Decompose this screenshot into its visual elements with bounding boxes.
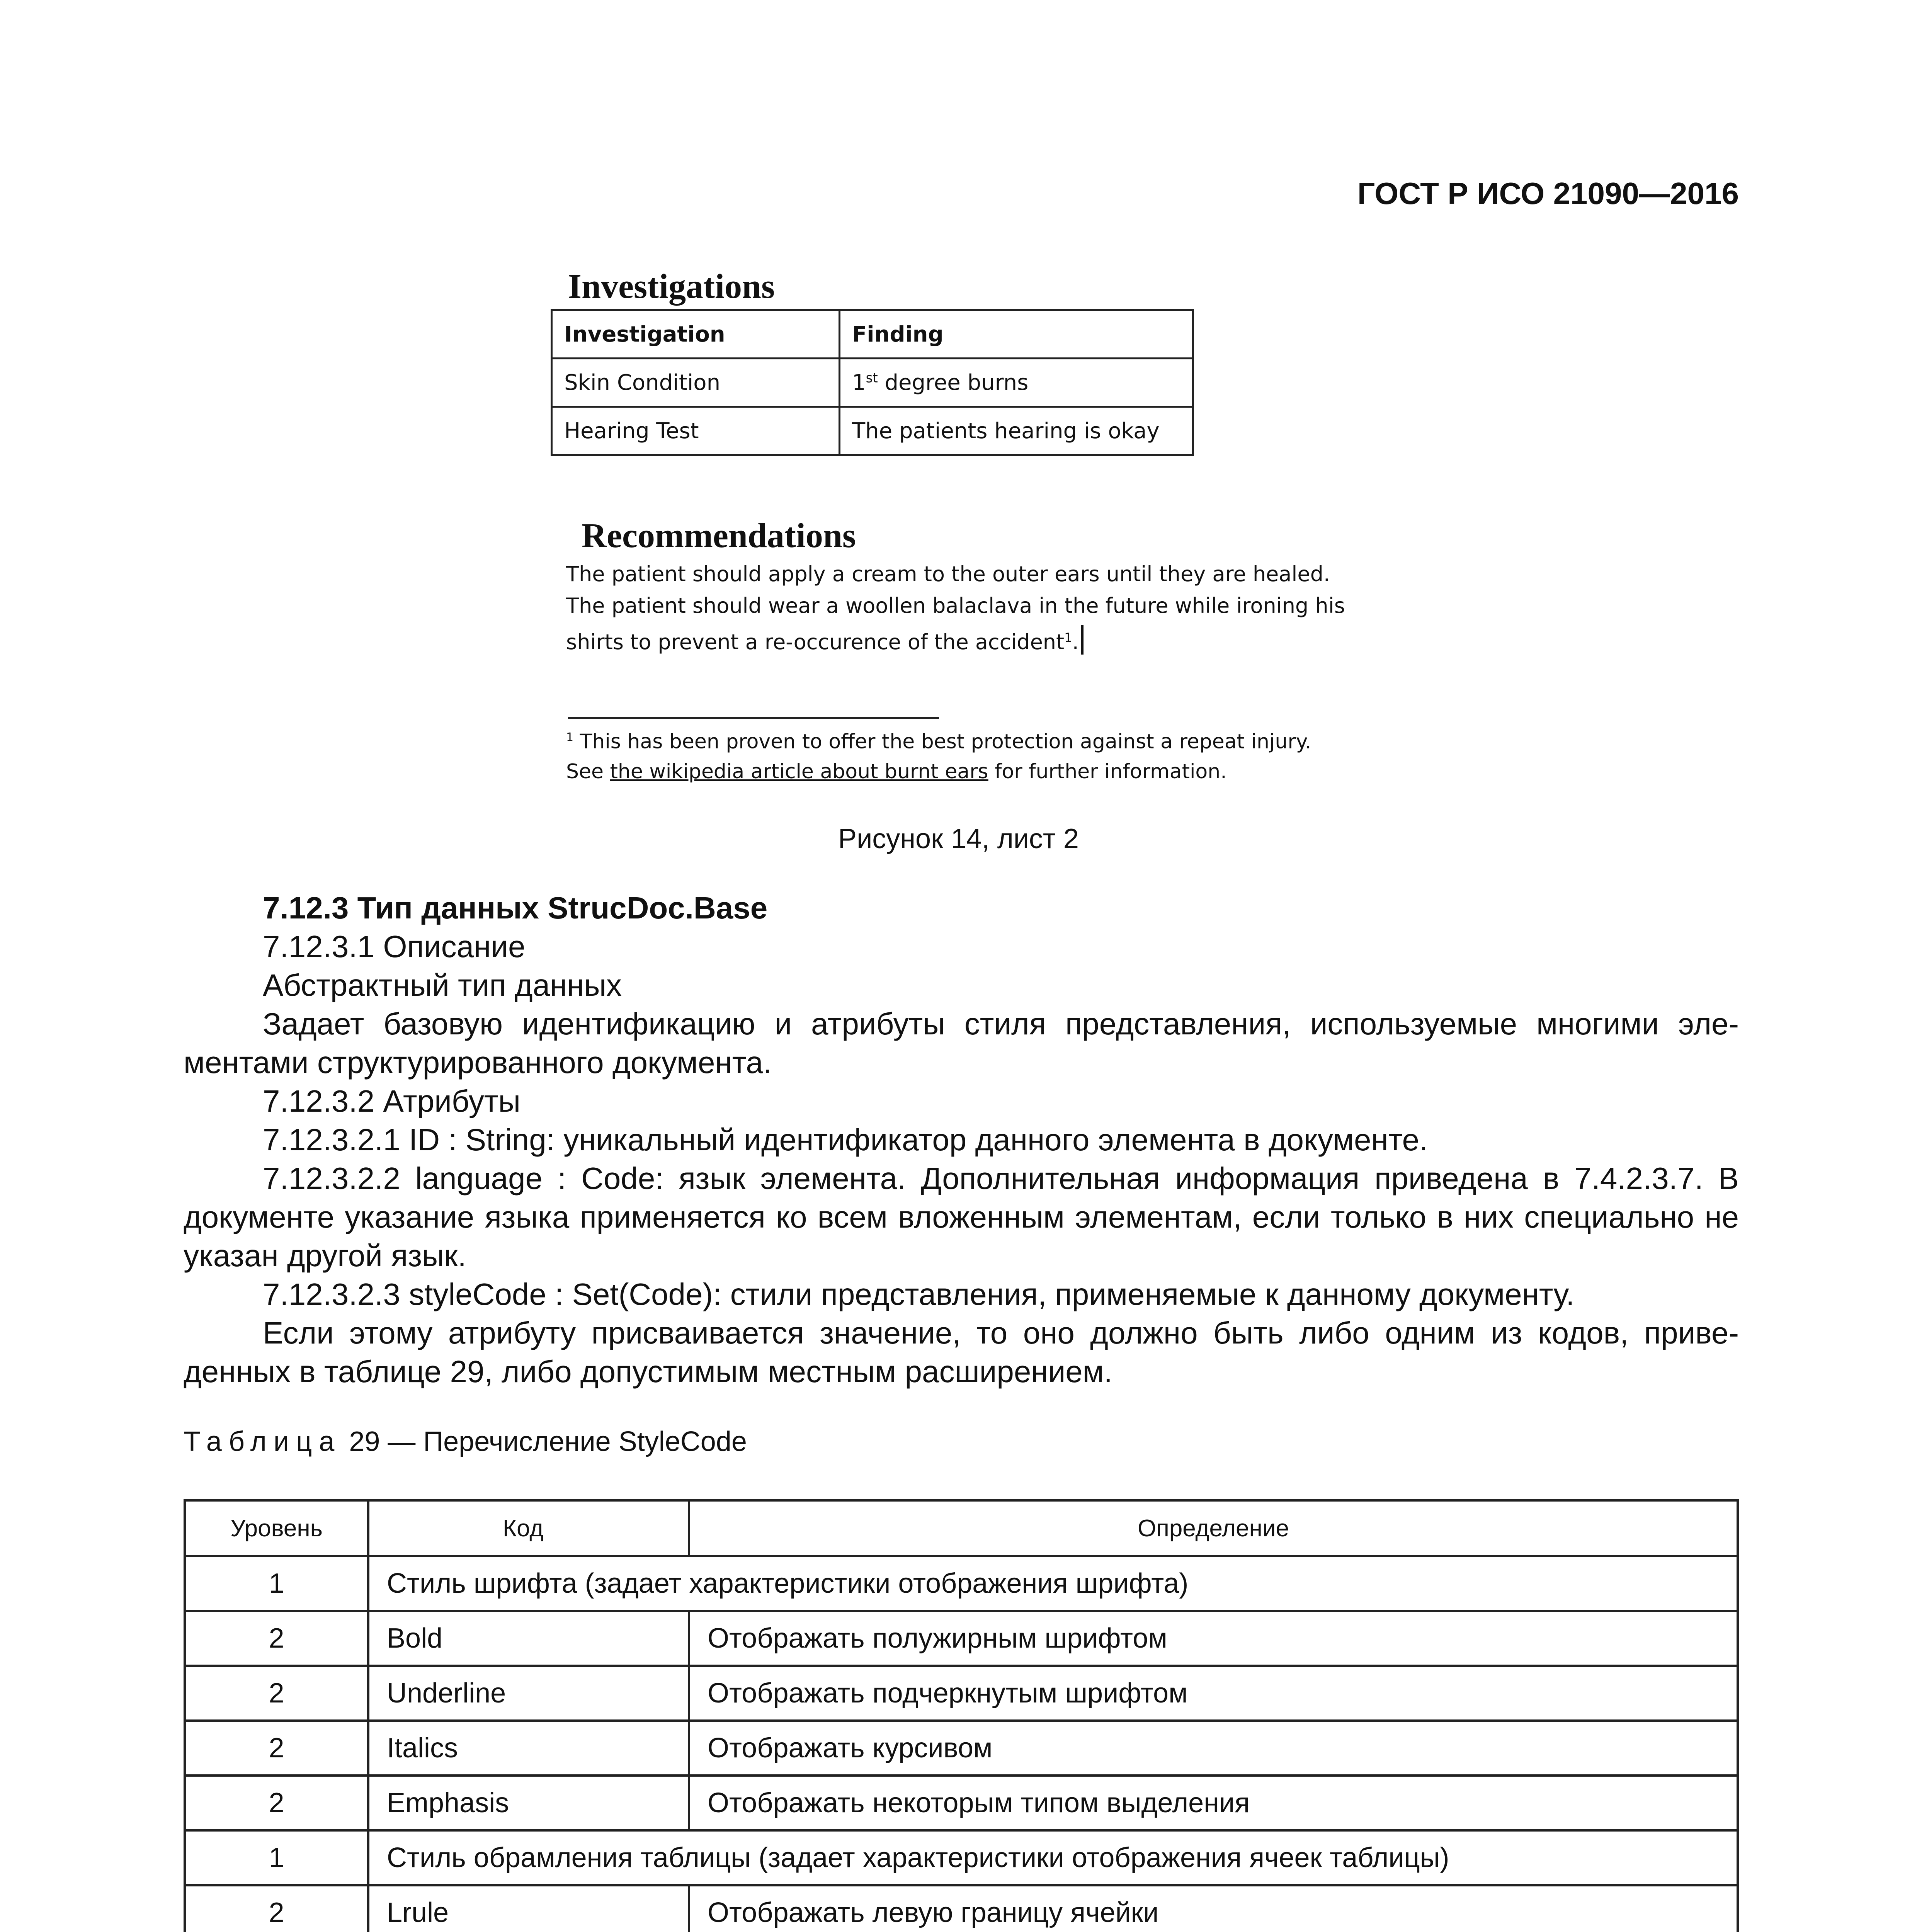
cell-level: 2 [185, 1611, 368, 1666]
table-row [185, 1885, 1738, 1932]
figure-investigations-table [551, 309, 1194, 456]
paragraph: 7.12.3.2.2 language : Code: язык элемента. Дополнительная информация приведена в 7.4.2.3.7. В документе указание языка применяется ко всем вложенным элементам, если только в них специально не указан другой язык. [184, 1161, 1739, 1273]
recommendation-line-text: shirts to prevent a re-occurence of the accident [566, 630, 1065, 654]
cell-definition: Отображать курсивом [689, 1721, 1738, 1776]
figure-footnote [566, 723, 1416, 787]
stylecode-table [184, 1499, 1739, 1932]
cell-code: Emphasis [368, 1776, 689, 1830]
section-body [184, 889, 1739, 1391]
figure-recommendations-title: Recommendations [582, 517, 856, 555]
footnote-line [566, 757, 1416, 787]
table-row [552, 359, 1193, 407]
header-code: Код [368, 1500, 689, 1556]
cell-level: 2 [185, 1885, 368, 1932]
table-header-cell: Investigation [552, 310, 840, 359]
footnote-after: for further information. [988, 760, 1227, 784]
footnote-see: See [566, 760, 610, 784]
header-definition: Определение [689, 1500, 1738, 1556]
figure-recommendations-text [566, 558, 1416, 658]
footnote-text: This has been proven to offer the best protection against a repeat injury. [573, 730, 1311, 753]
paragraph: Абстрактный тип данных [263, 968, 622, 1002]
table-row [185, 1666, 1738, 1721]
table-group-row [185, 1830, 1738, 1885]
table-row [185, 1611, 1738, 1666]
finding-text: degree burns [878, 370, 1029, 395]
figure-caption: Рисунок 14, лист 2 [838, 823, 1079, 854]
paragraph: 7.12.3.2 Атрибуты [263, 1084, 520, 1118]
table-header-cell: Finding [840, 310, 1193, 359]
text-cursor-icon [1081, 625, 1084, 655]
table-cell: The patients hearing is okay [840, 407, 1193, 455]
paragraph: 7.12.3.1 Описание [263, 929, 526, 964]
cell-code: Italics [368, 1721, 689, 1776]
cell-code: Underline [368, 1666, 689, 1721]
paragraph: Если этому атрибуту присваивается значение, то оно должно быть либо одним из кодов, приведенных в таблице 29, либо допустимым местным расширением. [184, 1316, 1739, 1389]
table-cell [840, 359, 1193, 407]
figure-investigations-title: Investigations [568, 267, 775, 306]
table-header-row [185, 1500, 1738, 1556]
table-cell: Hearing Test [552, 407, 840, 455]
finding-superscript: st [866, 370, 878, 386]
document-standard-number: ГОСТ Р ИСО 21090—2016 [1357, 176, 1739, 211]
table-caption [184, 1426, 747, 1458]
recommendation-line-end: . [1072, 630, 1079, 654]
table-row [552, 407, 1193, 455]
cell-group: Стиль обрамления таблицы (задает характеристики отображения ячеек таблицы) [368, 1830, 1738, 1885]
cell-definition: Отображать левую границу ячейки [689, 1885, 1738, 1932]
cell-code: Bold [368, 1611, 689, 1666]
table-group-row [185, 1556, 1738, 1611]
paragraph: 7.12.3.2.1 ID : String: уникальный идентификатор данного элемента в документе. [263, 1122, 1428, 1157]
table-row [185, 1721, 1738, 1776]
cell-definition: Отображать некоторым типом выделения [689, 1776, 1738, 1830]
cell-code: Lrule [368, 1885, 689, 1932]
recommendation-line: The patient should apply a cream to the outer ears until they are healed. [566, 562, 1330, 586]
table-caption-prefix: Таблица [184, 1426, 342, 1457]
header-level: Уровень [185, 1500, 368, 1556]
table-cell: Skin Condition [552, 359, 840, 407]
section-heading: 7.12.3 Тип данных StrucDoc.Base [263, 891, 768, 925]
footnote-mark: 1 [566, 731, 574, 744]
cell-level: 2 [185, 1721, 368, 1776]
cell-definition: Отображать полужирным шрифтом [689, 1611, 1738, 1666]
paragraph: Задает базовую идентификацию и атрибуты стиля представления, используемые многими элементами структурированного документа. [184, 1007, 1739, 1080]
cell-definition: Отображать подчеркнутым шрифтом [689, 1666, 1738, 1721]
footnote-reference: 1 [1064, 630, 1072, 645]
finding-number: 1 [852, 370, 866, 395]
footnote-separator [568, 717, 939, 719]
footnote-link[interactable]: the wikipedia article about burnt ears [610, 760, 988, 784]
footnote-line [566, 723, 1416, 757]
table-row [185, 1776, 1738, 1830]
paragraph: 7.12.3.2.3 styleCode : Set(Code): стили представления, применяемые к данному документу. [263, 1277, 1575, 1311]
recommendation-line [566, 622, 1416, 658]
cell-level: 2 [185, 1776, 368, 1830]
recommendation-line: The patient should wear a woollen balaclava in the future while ironing his [566, 594, 1345, 618]
table-row [552, 310, 1193, 359]
table-caption-text: 29 — Перечисление StyleCode [341, 1426, 747, 1457]
cell-level: 1 [185, 1830, 368, 1885]
cell-level: 2 [185, 1666, 368, 1721]
cell-group: Стиль шрифта (задает характеристики отображения шрифта) [368, 1556, 1738, 1611]
cell-level: 1 [185, 1556, 368, 1611]
